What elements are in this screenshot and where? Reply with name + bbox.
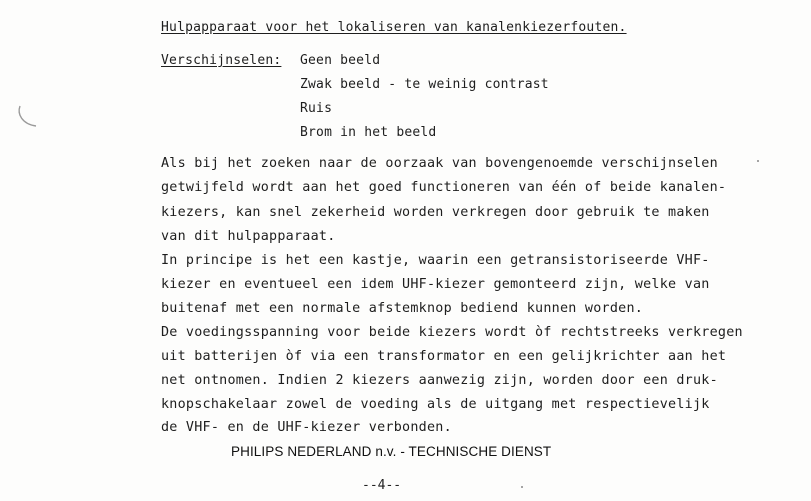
symptom-item: Zwak beeld - te weinig contrast bbox=[300, 77, 549, 92]
body-line: uit batterijen òf via een transformator en een gelijkrichter aan het bbox=[161, 349, 727, 364]
body-line: De voedingsspanning voor beide kiezers wordt òf rechtstreeks verkregen bbox=[161, 325, 743, 340]
symptom-item: Geen beeld bbox=[300, 53, 381, 68]
body-line: knopschakelaar zowel de voeding als de uitgang met respectievelijk bbox=[161, 397, 710, 412]
company-footer: PHILIPS NEDERLAND n.v. - TECHNISCHE DIENST bbox=[231, 444, 552, 459]
page-number: --4-- bbox=[362, 478, 402, 493]
paper-speck bbox=[521, 486, 523, 488]
body-line: buitenaf met een normale afstemknop bediend kunnen worden. bbox=[161, 301, 644, 316]
body-line: Als bij het zoeken naar de oorzaak van bovengenoemde verschijnselen bbox=[161, 156, 718, 171]
paper-speck bbox=[757, 160, 759, 162]
body-line: kiezers, kan snel zekerheid worden verkregen door gebruik te maken bbox=[161, 205, 710, 220]
body-line: van dit hulpapparaat. bbox=[161, 229, 336, 244]
body-line: de VHF- en de UHF-kiezer verbonden. bbox=[161, 420, 452, 435]
punch-hole-mark bbox=[14, 100, 48, 134]
document-title: Hulpapparaat voor het lokaliseren van kanalenkiezerfouten. bbox=[161, 20, 627, 35]
body-line: getwijfeld wordt aan het goed functioneren van één of beide kanalen- bbox=[161, 180, 727, 195]
symptom-item: Ruis bbox=[300, 101, 333, 116]
body-line: net ontnomen. Indien 2 kiezers aanwezig zijn, worden door een druk- bbox=[161, 373, 718, 388]
symptoms-label: Verschijnselen: bbox=[161, 53, 282, 68]
body-line: In principe is het een kastje, waarin een getransistoriseerde VHF- bbox=[161, 253, 710, 268]
body-line: kiezer en eventueel een idem UHF-kiezer gemonteerd zijn, welke van bbox=[161, 277, 710, 292]
symptom-item: Brom in het beeld bbox=[300, 125, 437, 140]
